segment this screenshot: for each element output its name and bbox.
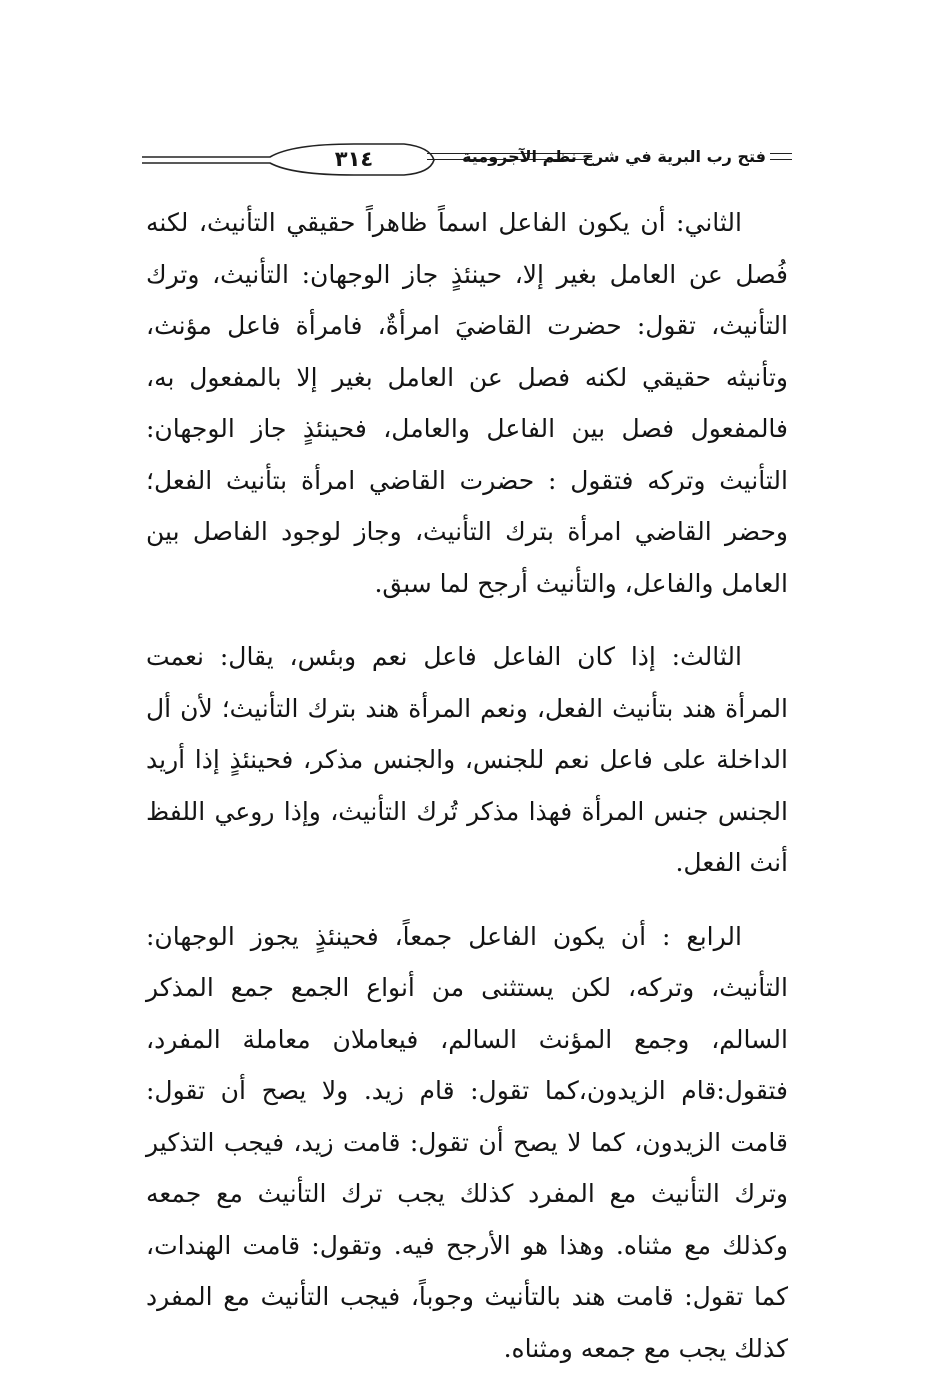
page-number: ٣١٤	[334, 147, 374, 171]
page-number-ornament	[142, 142, 442, 176]
page-body	[146, 197, 788, 1374]
paragraph-fourth-case: الرابع : أن يكون الفاعل جمعاً، فحينئذٍ يجوز الوجهان: التأنيث، وتركه، لكن يستثنى من أنواع الجمع جمع المذكر السالم، وجمع المؤنث السالم، فيعاملان معاملة المفرد، فتقول:قام الزيدون،كما تقول: قام زيد. ولا يصح أن تقول: قامت الزيدون، كما لا يصح أن تقول: قامت زيد، فيجب التذكير وترك التأنيث مع المفرد كذلك يجب ترك التأنيث مع جمعه وكذلك مع مثناه. وهذا هو الأرجح فيه. وتقول: قامت الهندات، كما تقول: قامت هند بالتأنيث وجوباً، فيجب التأنيث مع المفرد كذلك يجب مع جمعه ومثناه.	[146, 921, 788, 1363]
running-title: فتح رب البرية في شرح نظم الآجرومية	[462, 147, 766, 166]
page-header	[142, 138, 792, 182]
paragraph-third-case: الثالث: إذا كان الفاعل فاعل نعم وبئس، يقال: نعمت المرأة هند بتأنيث الفعل، ونعم المرأة هند بترك التأنيث؛ لأن أل الداخلة على فاعل نعم للجنس، والجنس مذكر، فحينئذٍ إذا أريد الجنس جنس المرأة فهذا مذكر تُرك التأنيث، وإذا روعي اللفظ أنث الفعل.	[146, 642, 788, 877]
paragraph-second-case: الثاني: أن يكون الفاعل اسماً ظاهراً حقيقي التأنيث، لكنه فُصل عن العامل بغير إلا، حينئذٍ جاز الوجهان: التأنيث، وترك التأنيث، تقول: حضرت القاضيَ امرأةٌ، فامرأة فاعل مؤنث، وتأنيثه حقيقي لكنه فصل عن العامل بغير إلا بالمفعول به، فالمفعول فصل بين الفاعل والعامل، فحينئذٍ جاز الوجهان: التأنيث وتركه فتقول : حضرت القاضي امرأة بتأنيث الفعل؛ وحضر القاضي امرأة بترك التأنيث، وجاز لوجود الفاصل بين العامل والفاعل، والتأنيث أرجح لما سبق.	[146, 208, 788, 598]
header-divider-end	[770, 153, 792, 160]
